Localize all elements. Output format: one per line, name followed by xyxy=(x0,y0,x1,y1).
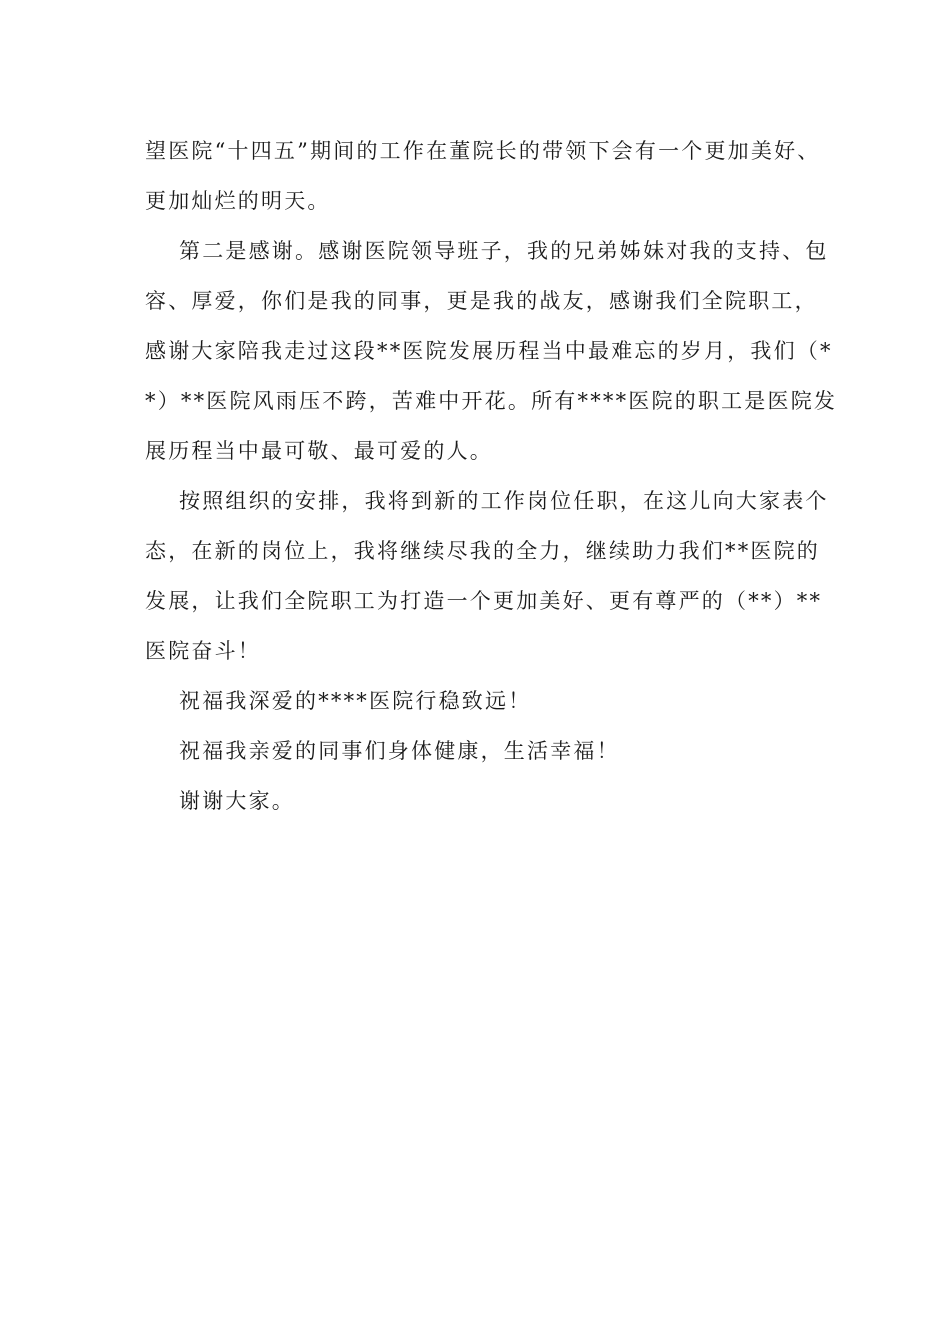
paragraph-continuation xyxy=(145,126,825,226)
text-line: 医院奋斗！ xyxy=(145,639,261,663)
text-line: 望医院“十四五”期间的工作在董院长的带领下会有一个更加美好、 xyxy=(145,139,821,163)
text-line: 展历程当中最可敬、最可爱的人。 xyxy=(145,439,493,463)
text-line: 第二是感谢。感谢医院领导班子，我的兄弟姊妹对我的支持、包 xyxy=(179,239,829,263)
paragraph-blessing-colleagues xyxy=(145,726,825,776)
text-line: 态，在新的岗位上，我将继续尽我的全力，继续助力我们**医院的 xyxy=(145,539,820,563)
text-line: 谢谢大家。 xyxy=(179,789,295,813)
text-line: 祝福我亲爱的同事们身体健康，生活幸福！ xyxy=(179,739,620,763)
paragraph-blessing-hospital xyxy=(145,676,825,726)
paragraph-new-position xyxy=(145,476,829,676)
text-line: 感谢大家陪我走过这段**医院发展历程当中最难忘的岁月，我们（* xyxy=(145,339,833,363)
text-line: 更加灿烂的明天。 xyxy=(145,189,331,213)
text-line: *）**医院风雨压不跨，苦难中开花。所有****医院的职工是医院发 xyxy=(145,389,838,413)
text-line: 发展，让我们全院职工为打造一个更加美好、更有尊严的（**）** xyxy=(145,589,823,613)
text-line: 按照组织的安排，我将到新的工作岗位任职，在这儿向大家表个 xyxy=(179,489,829,513)
document-body xyxy=(145,126,838,826)
text-line: 祝福我深爱的****医院行稳致远！ xyxy=(179,689,532,713)
paragraph-closing xyxy=(145,776,825,826)
paragraph-thanks xyxy=(145,226,838,476)
text-line: 容、厚爱，你们是我的同事，更是我的战友，感谢我们全院职工， xyxy=(145,289,818,313)
